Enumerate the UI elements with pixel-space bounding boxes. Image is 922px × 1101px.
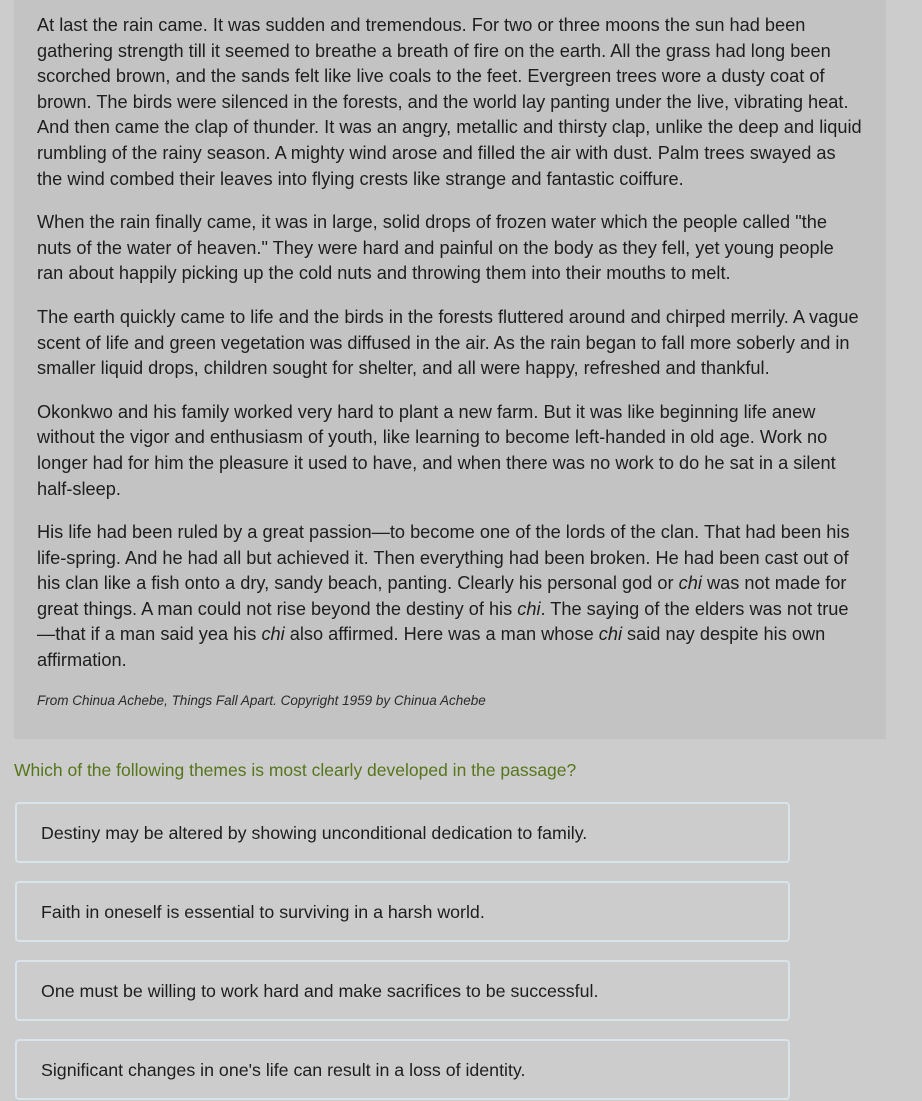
answer-choice-label: One must be willing to work hard and make sacrifices to be successful. bbox=[41, 981, 599, 1001]
reading-passage bbox=[14, 0, 886, 739]
passage-citation: From Chinua Achebe, Things Fall Apart. Copyright 1959 by Chinua Achebe bbox=[37, 692, 486, 708]
answer-choice-1[interactable] bbox=[15, 802, 790, 863]
answer-choice-4[interactable] bbox=[15, 1039, 790, 1100]
passage-text: . The saying of the elders was not true—that if a man said yea his bbox=[37, 598, 849, 645]
passage-paragraph-2: When the rain finally came, it was in large, solid drops of frozen water which the people called "the nuts of the water of heaven." They were hard and painful on the body as they fell, yet young people ran about happily picking up the cold nuts and throwing them into their mouths to melt. bbox=[37, 212, 834, 284]
passage-text: also affirmed. Here was a man whose bbox=[284, 624, 599, 645]
answer-choice-3[interactable] bbox=[15, 960, 790, 1021]
chi-term: chi bbox=[261, 624, 285, 645]
passage-text: His life had been ruled by a great passion—to become one of the lords of the clan. That had been his life-spring. And he had all but achieved it. Then everything had been broken. He had been cast out of his clan like a fish onto a dry, sandy beach, panting. Clearly his personal god or bbox=[37, 522, 850, 594]
chi-term: chi bbox=[517, 598, 541, 619]
passage-paragraph-1: At last the rain came. It was sudden and tremendous. For two or three moons the sun had been gathering strength till it seemed to breathe a breath of fire on the earth. All the grass had long been scorched brown, and the sands felt like live coals to the feet. Evergreen trees wore a dusty coat of brown. The birds were silenced in the forests, and the world lay panting under the live, vibrating heat. And then came the clap of thunder. It was an angry, metallic and thirsty clap, unlike the deep and liquid rumbling of the rainy season. A mighty wind arose and filled the air with dust. Palm trees swayed as the wind combed their leaves into flying crests like strange and fantastic coiffure. bbox=[37, 15, 862, 189]
answer-choice-label: Destiny may be altered by showing unconditional dedication to family. bbox=[41, 823, 588, 843]
passage-paragraph-4: Okonkwo and his family worked very hard to plant a new farm. But it was like beginning life anew without the vigor and enthusiasm of youth, like learning to become left-handed in old age. Work no longer had for him the pleasure it used to have, and when there was no work to do he sat in a silent half-sleep. bbox=[37, 401, 836, 499]
question-prompt: Which of the following themes is most clearly developed in the passage? bbox=[14, 760, 577, 780]
passage-paragraph-5 bbox=[37, 520, 864, 674]
answer-choice-label: Significant changes in one's life can result in a loss of identity. bbox=[41, 1060, 526, 1080]
chi-term: chi bbox=[598, 624, 622, 645]
chi-term: chi bbox=[678, 573, 702, 594]
passage-paragraph-3: The earth quickly came to life and the birds in the forests fluttered around and chirped merrily. A vague scent of life and green vegetation was diffused in the air. As the rain began to fall more soberly and in smaller liquid drops, children sought for shelter, and all were happy, refreshed and thankful. bbox=[37, 306, 859, 379]
answer-choice-label: Faith in oneself is essential to surviving in a harsh world. bbox=[41, 902, 485, 922]
passage-text: was not made for great things. A man could not rise beyond the destiny of his bbox=[37, 573, 847, 619]
passage-text: said nay despite his own affirmation. bbox=[37, 624, 826, 671]
answer-choice-2[interactable] bbox=[15, 881, 790, 942]
